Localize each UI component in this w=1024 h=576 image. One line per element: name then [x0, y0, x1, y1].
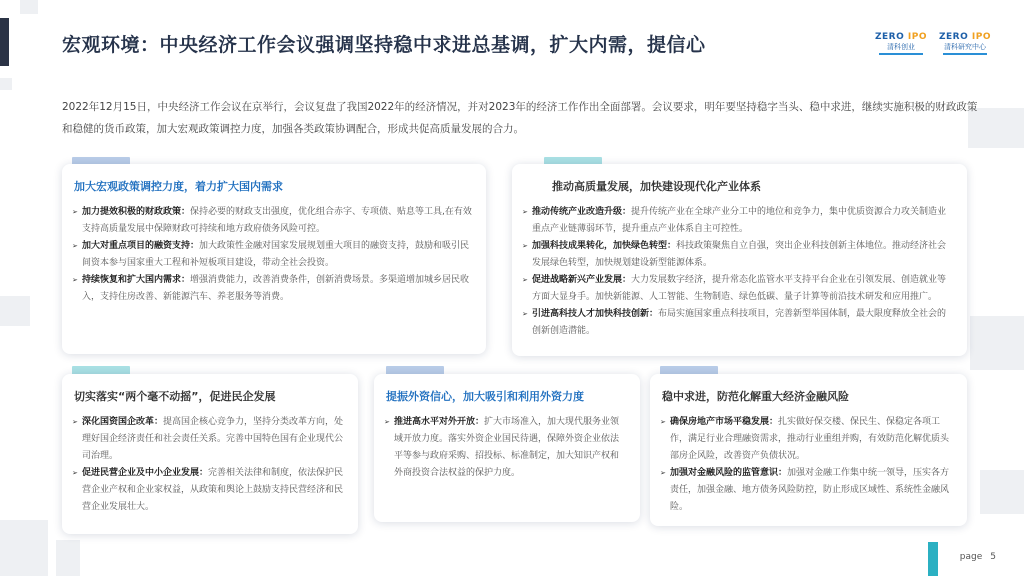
- list-item: [522, 272, 953, 306]
- list-item: [522, 204, 953, 238]
- card-private-enterprise: [62, 374, 358, 534]
- item-heading: 促进民营企业及中小企业发展：: [82, 468, 209, 478]
- list-item: [72, 465, 344, 516]
- list-item: [522, 238, 953, 272]
- card-title: 稳中求进，防范化解重大经济金融风险: [662, 390, 849, 403]
- card-list: [72, 414, 344, 516]
- page-label: page: [959, 552, 983, 562]
- page-title: 宏观环境：中央经济工作会议强调坚持稳中求进总基调，扩大内需，提信心: [62, 34, 706, 56]
- item-heading: 加强科技成果转化，加快绿色转型：: [532, 241, 677, 251]
- item-text: 保持必要的财政支出强度，优化组合赤字、专项债、贴息等工具,在有效支持高质量发展中保障财政可持续和地方政府债务风险可控。: [82, 207, 472, 234]
- page-number: 5: [990, 552, 996, 562]
- decor-square: [980, 470, 1024, 514]
- card-title: 提振外资信心，加大吸引和利用外资力度: [386, 390, 584, 403]
- logo-mark: ZERO: [874, 31, 905, 42]
- card-financial-risk: [650, 374, 967, 526]
- logo-mark2: IPO: [907, 31, 927, 42]
- logo-name: 清科研究中心: [944, 42, 986, 51]
- decor-square: [0, 78, 12, 90]
- item-heading: 深化国资国企改革：: [82, 417, 164, 427]
- card-title: 加大宏观政策调控力度，着力扩大国内需求: [74, 180, 283, 193]
- footer-accent-bar: [928, 542, 938, 576]
- decor-square: [56, 540, 80, 576]
- card-list: [72, 204, 472, 306]
- card-industry: [512, 164, 967, 356]
- decor-square: [20, 0, 38, 14]
- logo-mark: ZERO: [938, 31, 969, 42]
- item-heading: 加强对金融风险的监管意识：: [670, 468, 788, 478]
- item-text: 布局实施国家重点科技项目，完善新型举国体制，最大限度释放全社会的创新创造潜能。: [532, 309, 947, 336]
- item-heading: 加大对重点项目的融资支持：: [82, 241, 200, 251]
- list-item: [72, 204, 472, 238]
- item-heading: 确保房地产市场平稳发展：: [670, 417, 779, 427]
- list-item: [72, 238, 472, 272]
- card-list: [660, 414, 953, 516]
- page-indicator: [960, 552, 996, 562]
- item-heading: 持续恢复和扩大国内需求：: [82, 275, 191, 285]
- item-text: 提升传统产业在全球产业分工中的地位和竞争力，集中优质资源合力攻关制造业重点产业链薄弱环节，提升重点产业体系自主可控性。: [532, 207, 947, 234]
- logo-group: [872, 28, 994, 58]
- card-foreign-investment: [374, 374, 640, 522]
- decor-square: [0, 296, 30, 326]
- list-item: [522, 306, 953, 340]
- list-item: [72, 414, 344, 465]
- item-text: 扩大市场准入，加大现代服务业领域开放力度。落实外资企业国民待遇，保障外资企业依法平等参与政府采购、招投标、标准制定，加大知识产权和外商投资合法权益的保护力度。: [394, 417, 620, 478]
- decor-square: [970, 316, 1024, 370]
- card-title: 切实落实“两个毫不动摇”，促进民企发展: [74, 390, 276, 403]
- item-text: 扎实做好保交楼、保民生、保稳定各项工作，满足行业合理融资需求，推动行业重组并购，有效防范化解优质头部房企风险，改善资产负债状况。: [670, 417, 950, 461]
- item-text: 提高国企核心竞争力，坚持分类改革方向，处理好国企经济责任和社会责任关系。完善中国特色国有企业现代公司治理。: [82, 417, 344, 461]
- item-text: 加强对金融工作集中统一领导，压实各方责任，加强金融、地方债务风险防控，防止形成区域性、系统性金融风险。: [670, 468, 950, 512]
- list-item: [72, 272, 472, 306]
- item-text: 加大政策性金融对国家发展规划重大项目的融资支持，鼓励和吸引民间资本参与国家重大工程和补短板项目建设，带动全社会投资。: [82, 241, 470, 268]
- zero2ipo-logo: [872, 28, 930, 58]
- zero2ipo-research-logo: [936, 28, 994, 58]
- title-accent-bar: [0, 18, 9, 66]
- card-title: 推动高质量发展，加快建设现代化产业体系: [552, 180, 761, 193]
- card-list: [522, 204, 953, 340]
- item-text: 科技政策聚焦自立自强，突出企业科技创新主体地位。推动经济社会发展绿色转型，加快规划建设新型能源体系。: [532, 241, 947, 268]
- card-macro-policy: [62, 164, 486, 354]
- list-item: [660, 414, 953, 465]
- card-list: [384, 414, 626, 482]
- list-item: [660, 465, 953, 516]
- decor-square: [0, 520, 48, 576]
- item-heading: 推动传统产业改造升级：: [532, 207, 632, 217]
- item-text: 增强消费能力，改善消费条件，创新消费场景。多渠道增加城乡居民收入，支持住房改善、新能源汽车、养老服务等消费。: [82, 275, 470, 302]
- logo-mark2: IPO: [971, 31, 991, 42]
- item-text: 大力发展数字经济，提升常态化监管水平支持平台企业在引领发展、创造就业等方面大显身手。加快新能源、人工智能、生物制造、绿色低碳、量子计算等前沿技术研发和应用推广。: [532, 275, 947, 302]
- intro-paragraph: 2022年12月15日，中央经济工作会议在京举行，会议复盘了我国2022年的经济情况，并对2023年的经济工作作出全面部署。会议要求，明年要坚持稳字当头、稳中求进，继续实施积极的财政政策和稳健的货币政策，加大宏观政策调控力度，加强各类政策协调配合，形成共促高质量发展的合力。: [62, 101, 978, 135]
- item-heading: 加力提效积极的财政政策：: [82, 207, 191, 217]
- list-item: [384, 414, 626, 482]
- item-heading: 推进高水平对外开放：: [394, 417, 485, 427]
- item-heading: 引进高科技人才加快科技创新：: [532, 309, 659, 319]
- item-text: 完善相关法律和制度，依法保护民营企业产权和企业家权益，从政策和舆论上鼓励支持民营经济和民营企业发展壮大。: [82, 468, 344, 512]
- logo-name: 清科创业: [887, 42, 915, 51]
- item-heading: 促进战略新兴产业发展：: [532, 275, 632, 285]
